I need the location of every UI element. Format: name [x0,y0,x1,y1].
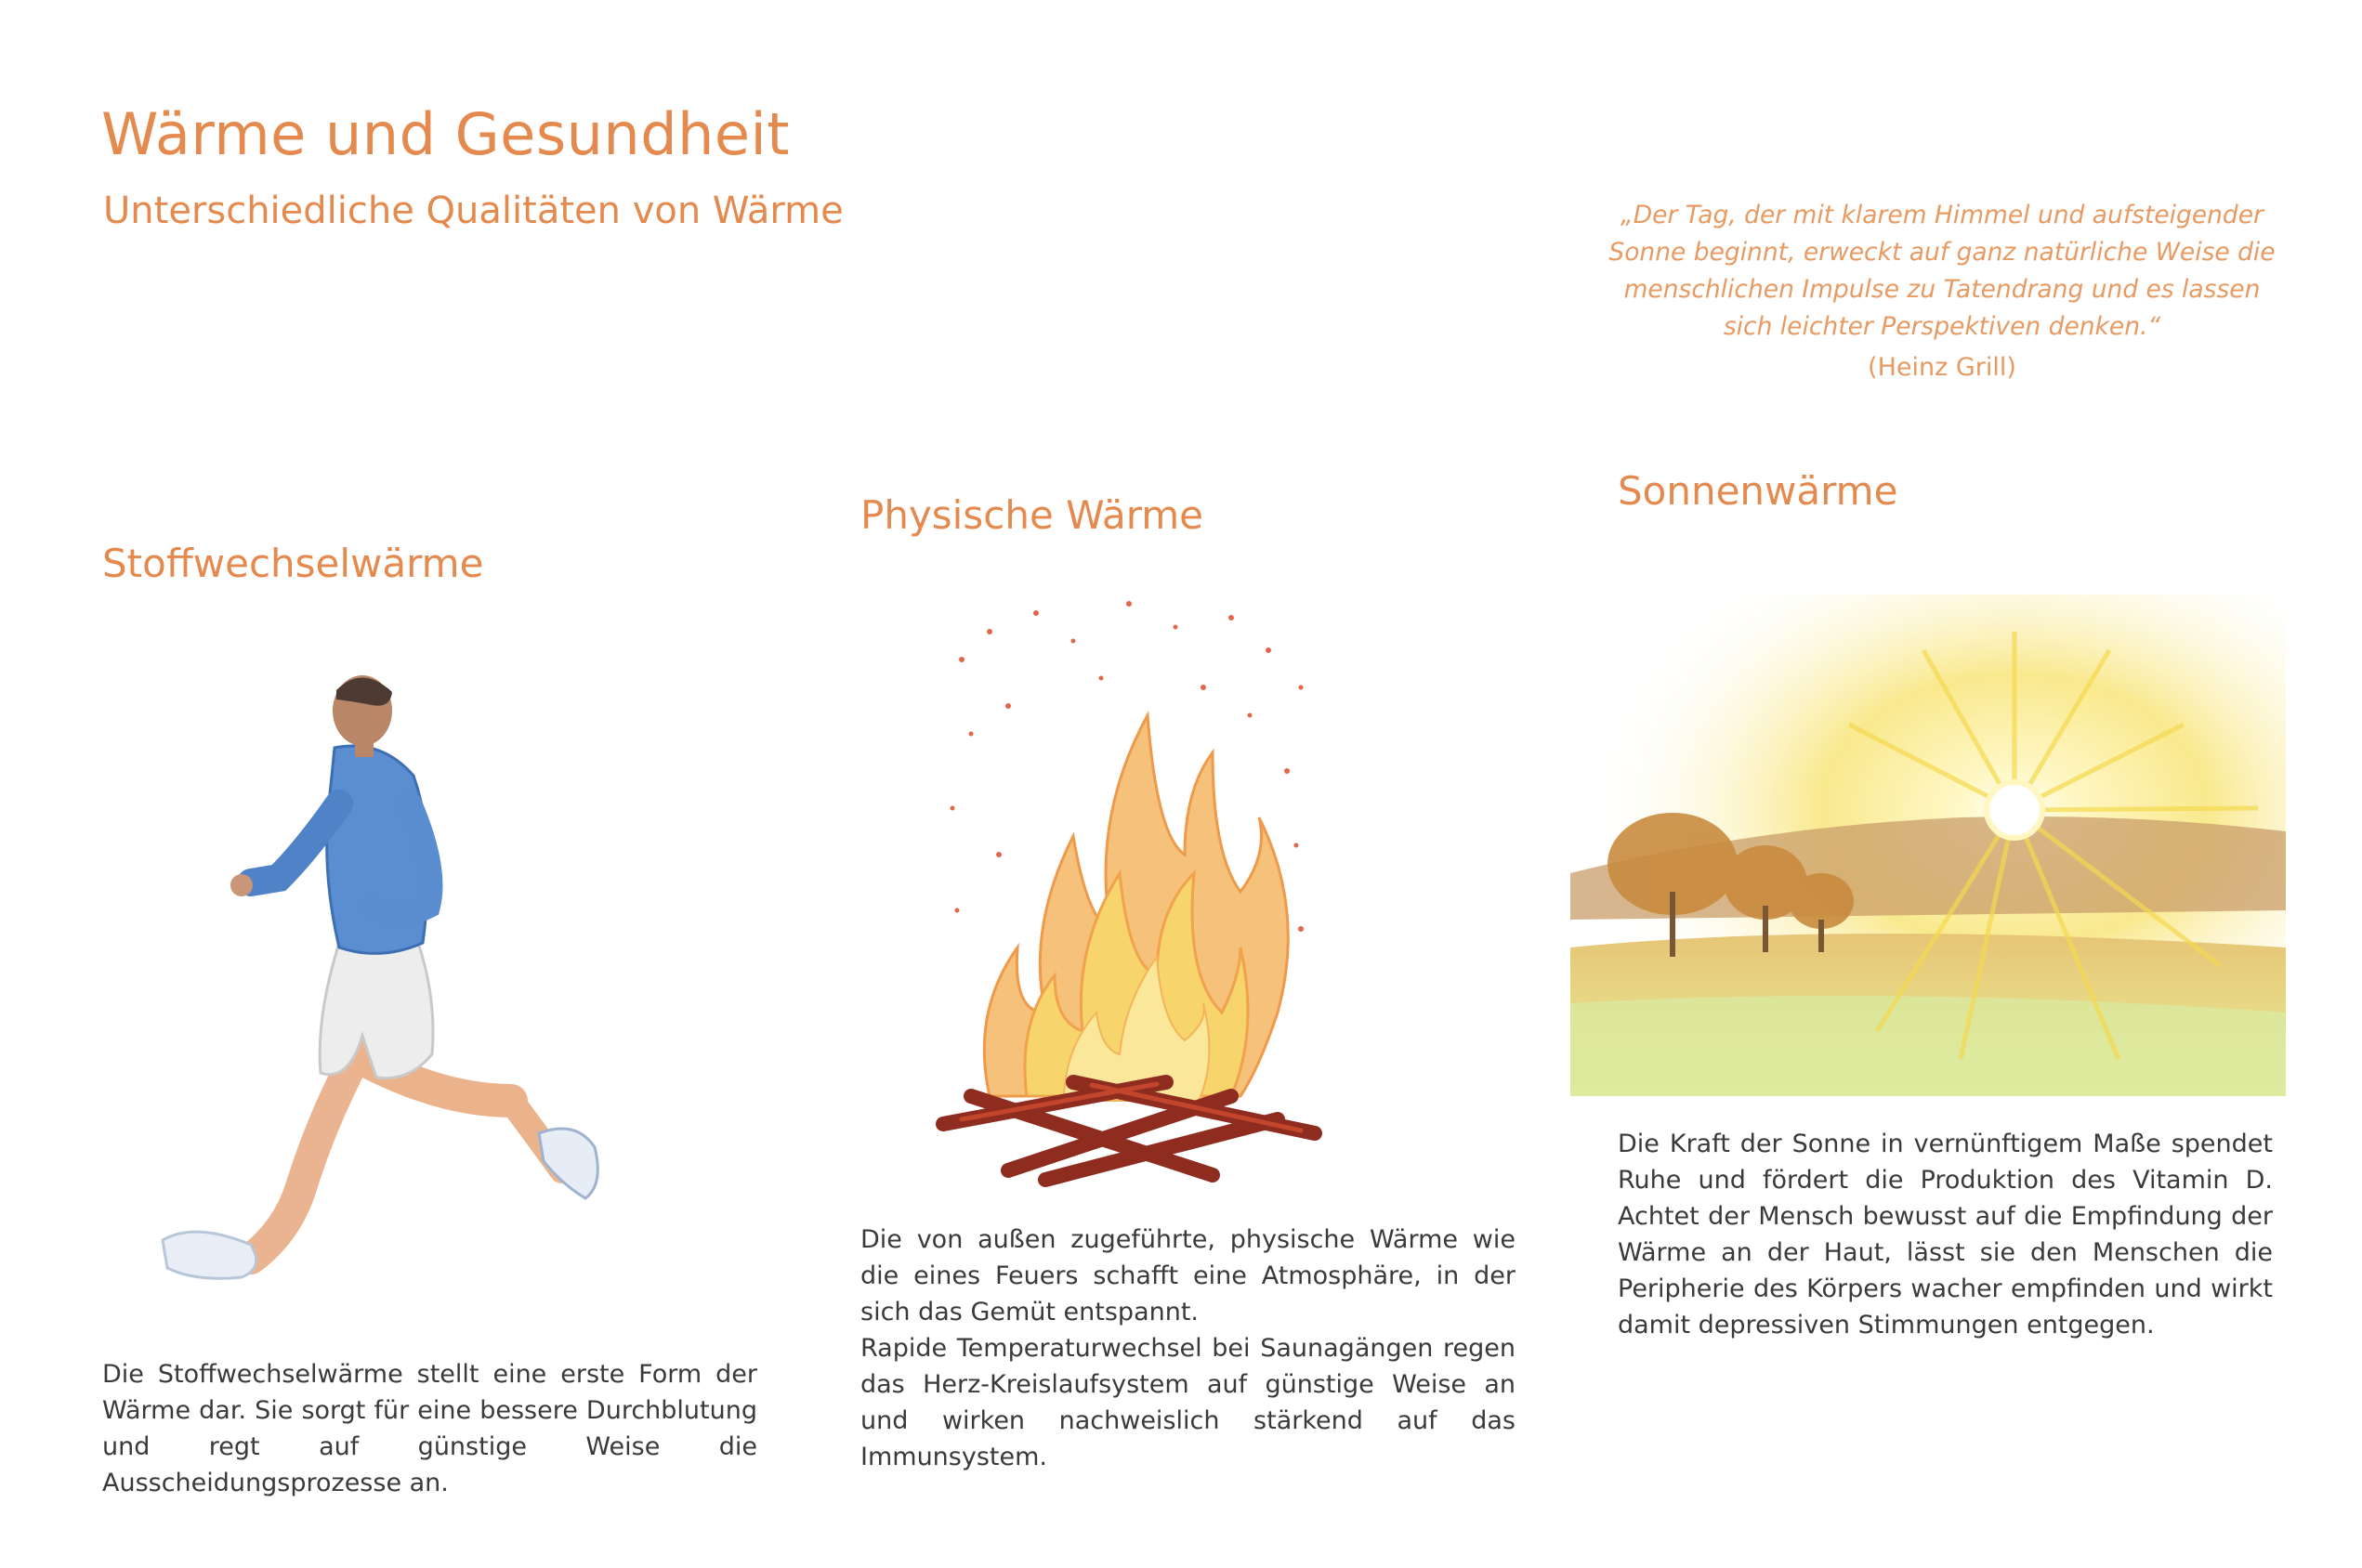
sunrise-landscape-illustration [1570,595,2286,1096]
section-text-stoffwechselwaerme: Die Stoffwechselwärme stellt eine erste Form der Wärme dar. Sie sorgt für eine bessere Durchblutung und regt auf günstige Weise die Ausscheidungsprozesse an. [102,1360,757,1497]
campfire-illustration [934,576,1324,1208]
quote-block [1580,197,2304,382]
runner-illustration [139,664,678,1333]
section-text-physische-waerme: Die von außen zugeführte, physische Wärme wie die eines Feuers schafft eine Atmosphäre, in der sich das Gemüt entspannt. Rapide Temperaturwechsel bei Saunagängen regen das Herz-Kreislaufsystem auf günstige Weise an und wirken nachweislich stärkend auf das Immunsystem. [860,1225,1516,1471]
section-heading-sonnenwaerme: Sonnenwärme [1618,468,1898,514]
section-heading-physische-waerme: Physische Wärme [860,492,1203,538]
section-heading-stoffwechselwaerme: Stoffwechselwärme [102,541,484,586]
section-text-sonnenwaerme: Die Kraft der Sonne in vernünftigem Maße spendet Ruhe und fördert die Produktion des Vitamin D. Achtet der Mensch bewusst auf die Empfindung der Wärme an der Haut, lässt sie den Menschen die Peripherie des Körpers wacher empfinden und wirkt damit depressiven Stimmungen entgegen. [1618,1130,2273,1339]
page-title: Wärme und Gesundheit [101,100,791,168]
quote-author: (Heinz Grill) [1868,353,2016,382]
page-subtitle: Unterschiedliche Qualitäten von Wärme [103,189,844,232]
quote-text: „Der Tag, der mit klarem Himmel und aufsteigender Sonne beginnt, erweckt auf ganz natürliche Weise die menschlichen Impulse zu Tatendrang und es lassen sich leichter Perspektiven denken.“ [1608,201,2276,341]
